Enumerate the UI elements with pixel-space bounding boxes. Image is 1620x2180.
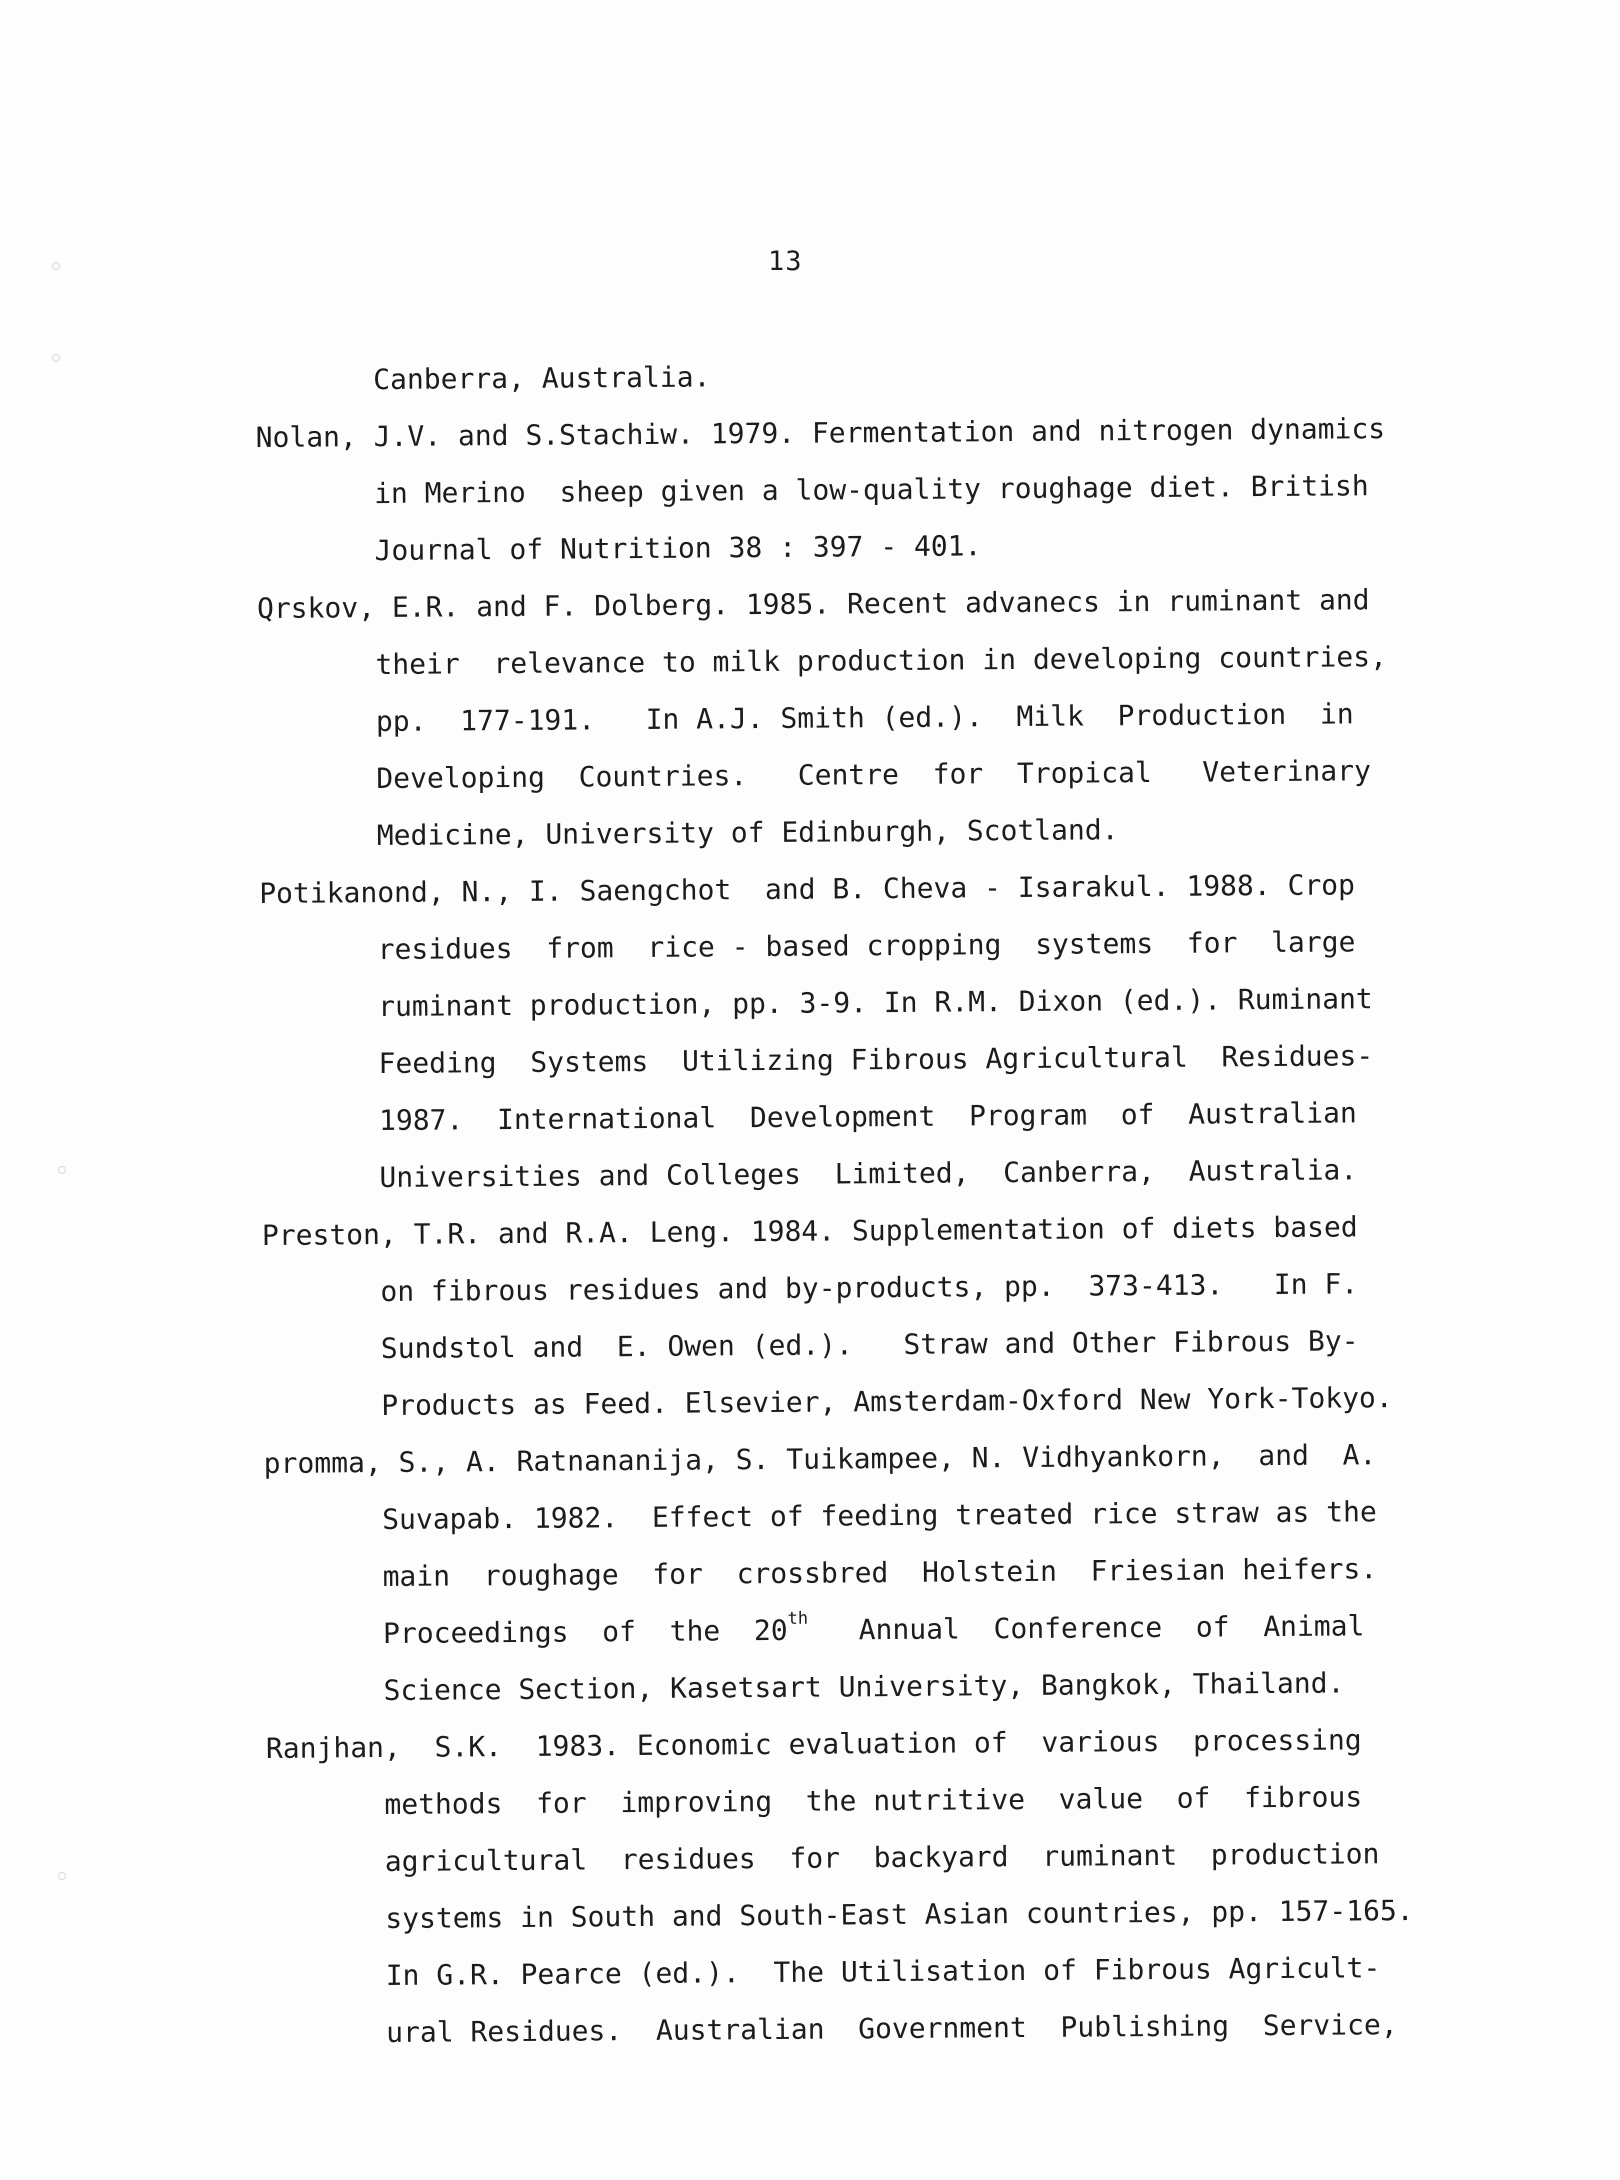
reference-text: Proceedings of the 20	[382, 1613, 788, 1651]
reference-entry-promma	[264, 1426, 1416, 1720]
reference-line: pp. 177-191. In A.J. Smith (ed.). Milk Production in	[375, 697, 1354, 739]
reference-line: residues from rice - based cropping systems for large	[377, 925, 1356, 967]
reference-line: ruminant production, pp. 3-9. In R.M. Dixon (ed.). Ruminant	[378, 982, 1373, 1024]
reference-entry-orskov	[257, 571, 1409, 865]
reference-line: Journal of Nutrition 38 : 397 - 401.	[374, 529, 982, 568]
scan-speck	[58, 1166, 66, 1174]
reference-line: Sundstol and E. Owen (ed.). Straw and Other Fibrous By-	[380, 1324, 1359, 1366]
reference-line: Canberra, Australia.	[373, 360, 711, 397]
reference-line: promma, S., A. Ratnananija, S. Tuikampee, N. Vidhyankorn, and A.	[263, 1438, 1377, 1480]
scan-speck	[52, 354, 60, 362]
reference-line: in Merino sheep given a low-quality roughage diet. British	[373, 469, 1369, 511]
reference-line: Medicine, University of Edinburgh, Scotland.	[376, 813, 1119, 853]
reference-line: Suvapab. 1982. Effect of feeding treated rice straw as the	[382, 1495, 1377, 1537]
reference-line: systems in South and South-East Asian countries, pp. 157-165.	[385, 1893, 1414, 1936]
page-number: 13	[768, 246, 803, 277]
reference-line: Developing Countries. Centre for Tropical Veterinary	[376, 754, 1372, 796]
reference-line-superscript	[265, 1597, 1415, 1663]
reference-line: Potikanond, N., I. Saengchot and B. Cheva - Isarakul. 1988. Crop	[259, 868, 1356, 910]
ordinal-superscript: th	[787, 1608, 809, 1629]
reference-line: agricultural residues for backyard ruminant production	[384, 1837, 1380, 1879]
reference-line: Products as Feed. Elsevier, Amsterdam-Oxford New York-Tokyo.	[381, 1381, 1393, 1423]
reference-line: Ranjhan, S.K. 1983. Economic evaluation of various processing	[265, 1723, 1362, 1765]
reference-continuation	[255, 343, 1405, 409]
reference-line: their relevance to milk production in developing countries,	[375, 640, 1388, 682]
reference-line: Science Section, Kasetsart University, Bangkok, Thailand.	[383, 1666, 1345, 1708]
reference-line: Qrskov, E.R. and F. Dolberg. 1985. Recent advanecs in ruminant and	[256, 583, 1370, 625]
reference-line: Universities and Colleges Limited, Canberra, Australia.	[379, 1153, 1358, 1195]
reference-list	[255, 343, 1418, 2062]
reference-line: ural Residues. Australian Government Publishing Service,	[386, 2008, 1398, 2050]
reference-line: Preston, T.R. and R.A. Leng. 1984. Supplementation of diets based	[261, 1210, 1358, 1252]
reference-entry-preston	[262, 1198, 1414, 1435]
scan-speck	[58, 1872, 66, 1880]
reference-text: Annual Conference of Animal	[807, 1609, 1365, 1647]
reference-entry-ranjhan	[266, 1711, 1419, 2062]
reference-line: on fibrous residues and by-products, pp. 373-413. In F.	[380, 1267, 1359, 1309]
scan-speck	[52, 262, 60, 270]
reference-entry-nolan	[255, 400, 1406, 580]
reference-line: Feeding Systems Utilizing Fibrous Agricultural Residues-	[378, 1039, 1374, 1081]
reference-line: 1987. International Development Program of Australian	[378, 1096, 1357, 1138]
reference-line: In G.R. Pearce (ed.). The Utilisation of Fibrous Agricult-	[385, 1951, 1381, 1993]
reference-line: main roughage for crossbred Holstein Friesian heifers.	[382, 1552, 1378, 1594]
reference-line: Nolan, J.V. and S.Stachiw. 1979. Fermentation and nitrogen dynamics	[255, 412, 1386, 454]
reference-entry-potikanond	[259, 856, 1412, 1207]
reference-line: methods for improving the nutritive value of fibrous	[384, 1780, 1363, 1822]
